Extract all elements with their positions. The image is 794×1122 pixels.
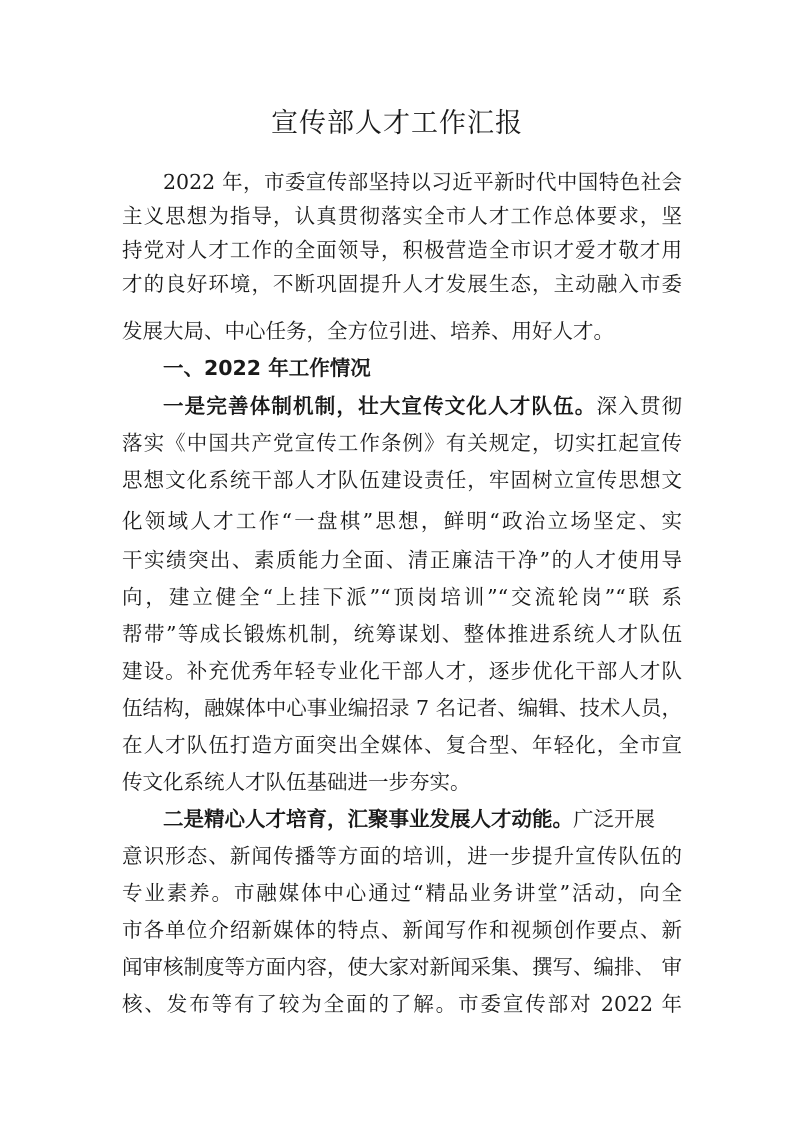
paragraph-line: 市各单位介绍新媒体的特点、新闻写作和视频创作要点、新	[122, 918, 682, 942]
paragraph-text: 深入贯彻	[596, 394, 682, 418]
paragraph-line: 伍结构，融媒体中心事业编招录 7 名记者、编辑、技术人员，	[122, 696, 682, 720]
paragraph-first-line	[163, 804, 682, 834]
paragraph-line: 专业素养。市融媒体中心通过“精品业务讲堂”活动，向全	[122, 881, 682, 905]
paragraph-text: 广泛开展	[573, 807, 655, 831]
point-lead: 二是精心人才培育，汇聚事业发展人才动能。	[163, 807, 573, 831]
intro-line: 发展大局、中心任务，全方位引进、培养、用好人才。	[122, 319, 614, 343]
document-title: 宣传部人才工作汇报	[271, 108, 523, 139]
intro-line: 主义思想为指导，认真贯彻落实全市人才工作总体要求，坚	[122, 204, 682, 228]
paragraph-line: 帮带”等成长锻炼机制，统筹谋划、整体推进系统人才队伍	[122, 622, 682, 646]
paragraph-line: 向，建立健全“上挂下派”“顶岗培训”“交流轮岗”“联 系	[122, 585, 682, 609]
paragraph-line: 思想文化系统干部人才队伍建设责任，牢固树立宣传思想文	[122, 468, 682, 492]
paragraph-line: 传文化系统人才队伍基础进一步夯实。	[122, 770, 471, 794]
paragraph-line: 干实绩突出、素质能力全面、清正廉洁干净”的人才使用导	[122, 548, 682, 572]
point-lead: 一是完善体制机制，壮大宣传文化人才队伍。	[163, 394, 597, 418]
intro-line: 2022 年，市委宣传部坚持以习近平新时代中国特色社会	[163, 170, 682, 194]
paragraph-first-line	[163, 391, 682, 421]
paragraph-line: 落实《中国共产党宣传工作条例》有关规定，切实扛起宣传	[122, 431, 682, 455]
paragraph-line: 在人才队伍打造方面突出全媒体、复合型、年轻化，全市宣	[122, 733, 682, 757]
paragraph-line: 核、发布等有了较为全面的了解。市委宣传部对 2022 年	[122, 992, 682, 1016]
section-heading: 一、2022 年工作情况	[163, 356, 371, 380]
paragraph-line: 化领域人才工作“一盘棋”思想，鲜明“政治立场坚定、实	[122, 509, 682, 533]
intro-line: 才的良好环境，不断巩固提升人才发展生态，主动融入市委	[122, 272, 682, 296]
paragraph-line: 闻审核制度等方面内容，使大家对新闻采集、撰写、编排、 审	[122, 955, 682, 979]
intro-line: 持党对人才工作的全面领导，积极营造全市识才爱才敬才用	[122, 238, 682, 262]
paragraph-line: 意识形态、新闻传播等方面的培训，进一步提升宣传队伍的	[122, 844, 682, 868]
paragraph-line: 建设。补充优秀年轻专业化干部人才，逐步优化干部人才队	[122, 659, 682, 683]
